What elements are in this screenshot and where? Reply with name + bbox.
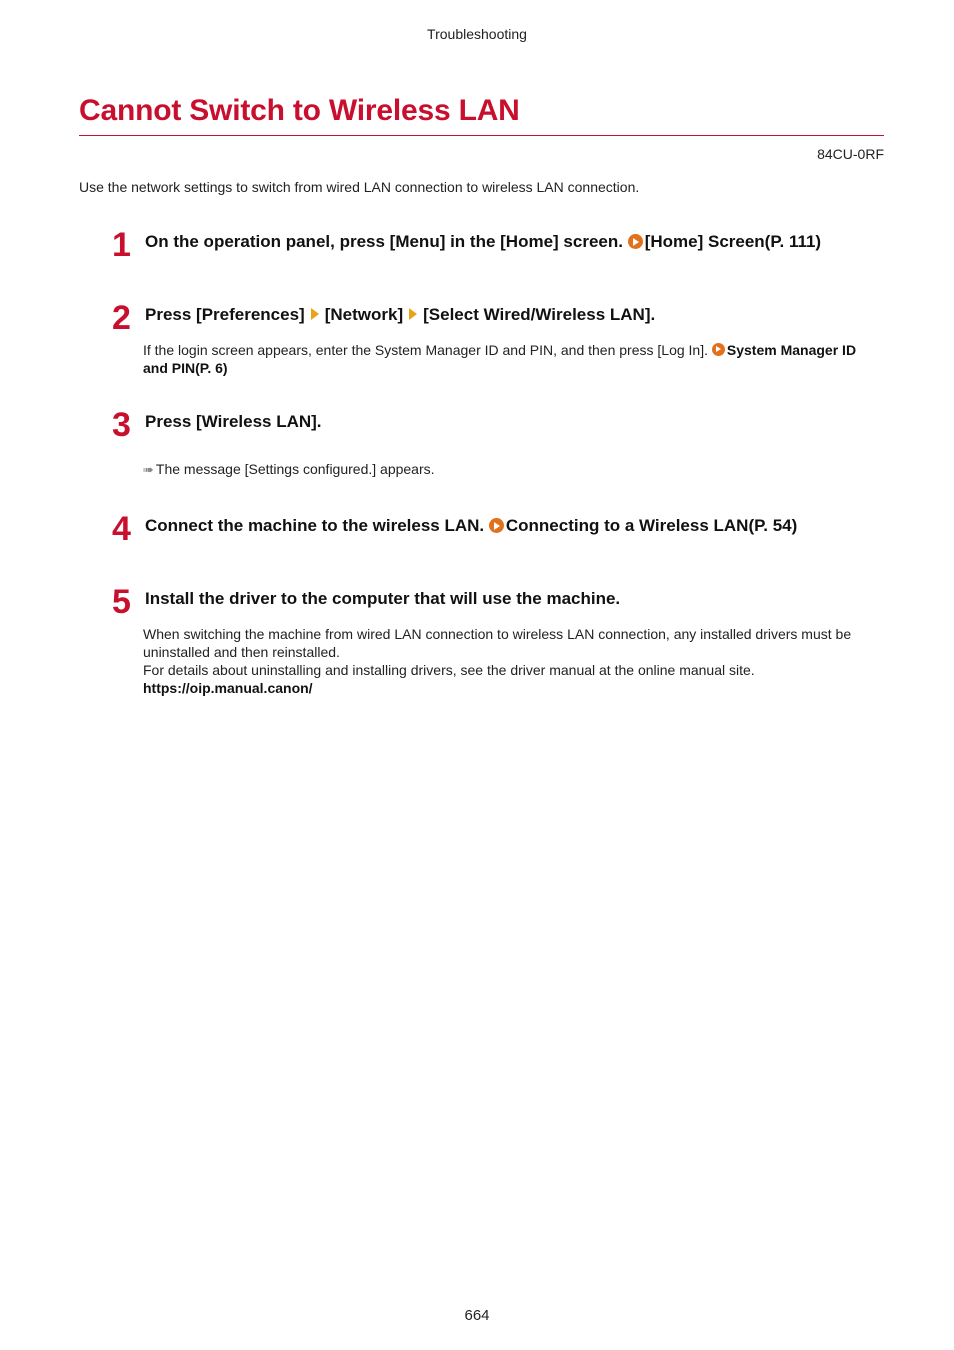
title-rule <box>79 135 884 136</box>
link-text: [Home] Screen(P. 111) <box>644 232 822 251</box>
step-instruction: Connect the machine to the wireless LAN. <box>145 516 485 535</box>
menu-path-item: Press [Preferences] <box>145 305 305 324</box>
link-text: Connecting to a Wireless LAN(P. 54) <box>505 516 798 535</box>
manual-site-link[interactable] <box>143 680 313 696</box>
intro-text: Use the network settings to switch from wired LAN connection to wireless LAN connection. <box>79 179 640 195</box>
play-circle-icon <box>489 518 504 533</box>
triangle-right-icon <box>311 308 319 320</box>
step-title: Install the driver to the computer that will use the machine. <box>145 589 621 608</box>
step-number: 2 <box>112 299 131 337</box>
wireless-lan-link[interactable] <box>489 516 797 535</box>
step-number: 5 <box>112 583 131 621</box>
body-paragraph: When switching the machine from wired LAN connection to wireless LAN connection, any installed drivers must be uninstalled and then reinstalled. <box>143 626 852 660</box>
step-result <box>143 460 873 479</box>
url-text: https://oip.manual.canon/ <box>143 680 313 696</box>
note-text: If the login screen appears, enter the System Manager ID and PIN, and then press [Log In]. <box>143 342 708 358</box>
home-screen-link[interactable] <box>628 232 821 251</box>
result-text: The message [Settings configured.] appears. <box>155 461 435 477</box>
step-instruction: On the operation panel, press [Menu] in the [Home] screen. <box>145 232 623 251</box>
menu-path-item: [Network] <box>324 305 404 324</box>
link-text: System Manager ID and PIN(P. 6) <box>143 342 857 376</box>
play-circle-icon <box>712 343 725 356</box>
double-arrow-icon: ➠ <box>143 462 154 477</box>
triangle-right-icon <box>409 308 417 320</box>
step-number: 4 <box>112 510 131 548</box>
step-title <box>145 515 797 537</box>
menu-path-item: [Select Wired/Wireless LAN]. <box>423 305 656 324</box>
step-note <box>143 341 873 377</box>
step-title: Press [Wireless LAN]. <box>145 412 322 431</box>
play-circle-icon <box>628 234 643 249</box>
page-number: 664 <box>464 1307 490 1324</box>
step-title <box>145 231 821 253</box>
step-number: 1 <box>112 226 131 264</box>
body-paragraph: For details about uninstalling and installing drivers, see the driver manual at the online manual site. <box>143 662 755 678</box>
step-title <box>145 304 655 326</box>
step-body <box>143 625 873 697</box>
step-number: 3 <box>112 406 131 444</box>
page-title: Cannot Switch to Wireless LAN <box>79 94 520 127</box>
document-id: 84CU-0RF <box>817 146 884 162</box>
running-header: Troubleshooting <box>427 26 527 42</box>
